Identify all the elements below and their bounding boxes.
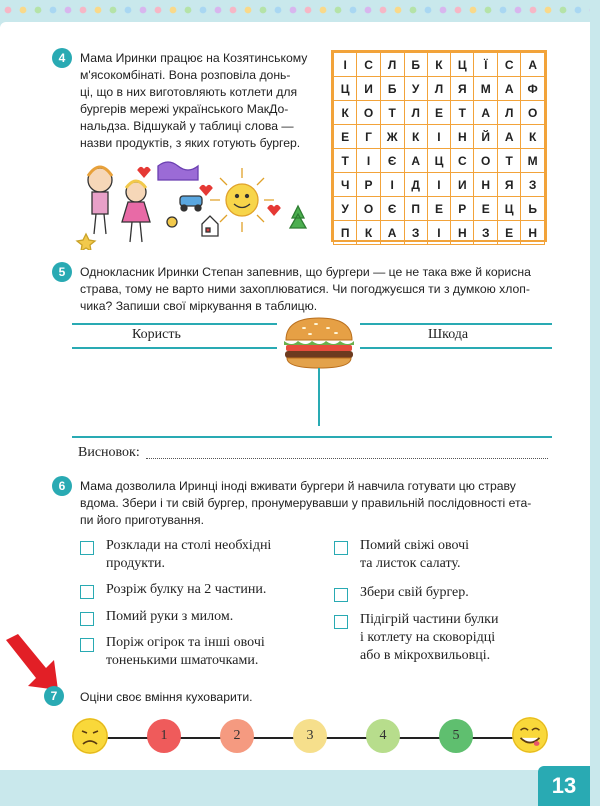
grid-letter-cell[interactable]: О	[357, 197, 380, 221]
decorative-dot	[35, 7, 42, 14]
grid-letter-cell[interactable]: Т	[380, 101, 404, 125]
grid-letter-cell[interactable]: І	[334, 53, 357, 77]
grid-letter-cell[interactable]: С	[451, 149, 474, 173]
grid-letter-cell[interactable]: Л	[380, 53, 404, 77]
grid-letter-cell[interactable]: Ц	[427, 149, 450, 173]
task-5-line: Однокласник Иринки Степан запевнив, що бургери — це не така вже й корисна	[80, 265, 531, 279]
grid-letter-cell[interactable]: Е	[427, 101, 450, 125]
rating-circle-2[interactable]: 2	[220, 719, 254, 753]
task-4-line: м'ясокомбінаті. Вона розповіла донь-	[80, 68, 291, 82]
step-checkbox[interactable]	[80, 612, 94, 626]
grid-row	[334, 149, 545, 173]
grid-letter-cell[interactable]: С	[357, 53, 380, 77]
task-4-line: назви продуктів, з яких готують бургер.	[80, 136, 301, 150]
grid-letter-cell[interactable]: Д	[404, 173, 427, 197]
grid-letter-cell[interactable]: Є	[380, 149, 404, 173]
step-line: та листок салату.	[360, 556, 461, 571]
step-checkbox[interactable]	[80, 541, 94, 555]
word-search-table	[333, 52, 545, 245]
decorative-dot	[80, 7, 87, 14]
grid-letter-cell[interactable]: Е	[427, 197, 450, 221]
task-4-line: ці, що в них виготовляють котлети для	[80, 85, 298, 99]
decorative-dot	[455, 7, 462, 14]
grid-row	[334, 125, 545, 149]
step-line: Розклади на столі необхідні	[106, 538, 272, 553]
grid-letter-cell[interactable]: Н	[451, 125, 474, 149]
decorative-dot	[365, 7, 372, 14]
conclusion-label: Висновок:	[78, 445, 140, 460]
word-search-grid	[331, 50, 547, 242]
step-right-2: Збери свій бургер.	[360, 585, 469, 600]
grid-letter-cell[interactable]: З	[521, 173, 545, 197]
grid-letter-cell[interactable]: З	[474, 221, 498, 245]
grid-letter-cell[interactable]: Ї	[474, 53, 498, 77]
step-line: Поріж огірок та інші овочі	[106, 635, 265, 650]
rating-circle-5[interactable]: 5	[439, 719, 473, 753]
grid-letter-cell[interactable]: Ц	[451, 53, 474, 77]
grid-letter-cell[interactable]: А	[380, 221, 404, 245]
grid-row	[334, 53, 545, 77]
decorative-dot	[200, 7, 207, 14]
grid-letter-cell[interactable]: Я	[451, 77, 474, 101]
grid-letter-cell[interactable]: Т	[451, 101, 474, 125]
decorative-dot	[245, 7, 252, 14]
decorative-dot	[410, 7, 417, 14]
task-7-number: 7	[44, 686, 64, 706]
grid-letter-cell[interactable]: Е	[334, 125, 357, 149]
decorative-dot	[470, 7, 477, 14]
grid-letter-cell[interactable]: Л	[404, 101, 427, 125]
grid-row	[334, 173, 545, 197]
step-checkbox[interactable]	[334, 588, 348, 602]
step-checkbox[interactable]	[80, 638, 94, 652]
decorative-dot	[290, 7, 297, 14]
step-line: Підігрій частини булки	[360, 612, 499, 627]
grid-letter-cell[interactable]: Г	[357, 125, 380, 149]
grid-letter-cell[interactable]: К	[521, 125, 545, 149]
grid-letter-cell[interactable]: О	[474, 149, 498, 173]
grid-letter-cell[interactable]: О	[357, 101, 380, 125]
column-header-benefit: Користь	[132, 327, 181, 342]
task-6-line: Мама дозволила Иринці іноді вживати бургери й навчила готувати цю страву	[80, 479, 516, 493]
step-line: продукти.	[106, 556, 165, 571]
step-left-1	[106, 537, 271, 573]
top-decorative-band	[0, 0, 600, 30]
decorative-dot	[215, 7, 222, 14]
grid-letter-cell[interactable]: Е	[474, 197, 498, 221]
grid-row	[334, 101, 545, 125]
grid-letter-cell[interactable]: Ф	[521, 77, 545, 101]
step-left-2: Розріж булку на 2 частини.	[106, 582, 267, 597]
conclusion-answer-line[interactable]	[146, 458, 548, 459]
grid-letter-cell[interactable]: Ц	[498, 197, 521, 221]
grid-letter-cell[interactable]: Ь	[521, 197, 545, 221]
table-header-line-right	[360, 347, 552, 349]
step-checkbox[interactable]	[334, 615, 348, 629]
decorative-dot	[170, 7, 177, 14]
decorative-dot	[440, 7, 447, 14]
task-5-text	[80, 264, 560, 315]
decorative-dot	[185, 7, 192, 14]
decorative-dot	[5, 7, 12, 14]
decorative-dot	[380, 7, 387, 14]
step-line: або в мікрохвильовці.	[360, 648, 491, 663]
step-line: тоненькими шматочками.	[106, 653, 259, 668]
grid-letter-cell[interactable]: О	[521, 101, 545, 125]
grid-letter-cell[interactable]: Т	[498, 149, 521, 173]
grid-letter-cell[interactable]: Б	[404, 53, 427, 77]
decorative-dot	[560, 7, 567, 14]
task-7-text: Оціни своє вміння куховарити.	[80, 690, 253, 704]
grid-letter-cell[interactable]: К	[427, 53, 450, 77]
grid-letter-cell[interactable]: С	[498, 53, 521, 77]
decorative-dot	[140, 7, 147, 14]
task-5-line: страва, тому не варто ними захоплюватися. Чи погоджуєшся ти з думкою хлоп-	[80, 282, 530, 296]
grid-letter-cell[interactable]: Т	[334, 149, 357, 173]
decorative-dot	[65, 7, 72, 14]
page-number: 13	[538, 766, 590, 806]
grid-letter-cell[interactable]: Н	[451, 221, 474, 245]
decorative-dot	[350, 7, 357, 14]
step-line: і котлету на сковорідці	[360, 630, 496, 645]
task-5-number: 5	[52, 262, 72, 282]
children-drawing-illustration	[72, 158, 312, 250]
decorative-dot	[485, 7, 492, 14]
grid-letter-cell[interactable]: К	[357, 221, 380, 245]
grid-letter-cell[interactable]: У	[404, 77, 427, 101]
grid-letter-cell[interactable]: Ц	[334, 77, 357, 101]
grid-letter-cell[interactable]: Е	[498, 221, 521, 245]
decorative-dot	[395, 7, 402, 14]
column-header-harm: Шкода	[428, 327, 469, 342]
rating-circle-4[interactable]: 4	[366, 719, 400, 753]
step-right-1	[360, 537, 469, 573]
grid-letter-cell[interactable]: А	[474, 101, 498, 125]
grid-row	[334, 77, 545, 101]
grid-letter-cell[interactable]: А	[404, 149, 427, 173]
decorative-dot	[110, 7, 117, 14]
grid-letter-cell[interactable]: Я	[498, 173, 521, 197]
grid-letter-cell[interactable]: К	[334, 101, 357, 125]
grid-row	[334, 221, 545, 245]
step-left-4	[106, 634, 265, 670]
task-4-text	[80, 50, 330, 152]
step-right-3	[360, 611, 498, 665]
decorative-dot	[230, 7, 237, 14]
grid-letter-cell[interactable]: Б	[380, 77, 404, 101]
grid-letter-cell[interactable]: Р	[451, 197, 474, 221]
grid-letter-cell[interactable]: Н	[521, 221, 545, 245]
side-decorative-band	[590, 0, 600, 806]
task-4-number: 4	[52, 48, 72, 68]
burger-icon	[280, 314, 358, 370]
decorative-dot	[335, 7, 342, 14]
step-left-3: Помий руки з милом.	[106, 609, 234, 624]
grid-letter-cell[interactable]: М	[474, 77, 498, 101]
grid-letter-cell[interactable]: Н	[474, 173, 498, 197]
table-top-line-left	[72, 323, 277, 325]
task-4-line: бургерів мережі українського МакДо-	[80, 102, 289, 116]
decorative-dot	[275, 7, 282, 14]
grid-letter-cell[interactable]: И	[357, 77, 380, 101]
table-header-line-left	[72, 347, 277, 349]
rating-circle-3[interactable]: 3	[293, 719, 327, 753]
grid-letter-cell[interactable]: И	[451, 173, 474, 197]
grid-row	[334, 197, 545, 221]
grid-letter-cell[interactable]: Л	[427, 77, 450, 101]
table-top-line-right	[360, 323, 552, 325]
task-6-line: пи його приготування.	[80, 513, 204, 527]
decorative-dot	[500, 7, 507, 14]
grid-letter-cell[interactable]: Є	[380, 197, 404, 221]
grid-letter-cell[interactable]: М	[521, 149, 545, 173]
task-6-text	[80, 478, 560, 529]
grid-letter-cell[interactable]: Ж	[380, 125, 404, 149]
grid-letter-cell[interactable]: І	[427, 125, 450, 149]
sad-face-icon[interactable]	[72, 718, 108, 754]
decorative-dot	[425, 7, 432, 14]
decorative-dot	[260, 7, 267, 14]
decorative-dot	[95, 7, 102, 14]
decorative-dot	[320, 7, 327, 14]
decorative-dot	[530, 7, 537, 14]
grid-letter-cell[interactable]: Р	[357, 173, 380, 197]
decorative-dot	[20, 7, 27, 14]
decorative-dot	[50, 7, 57, 14]
grid-letter-cell[interactable]: К	[404, 125, 427, 149]
grid-letter-cell[interactable]: П	[334, 221, 357, 245]
grid-letter-cell[interactable]: Ч	[334, 173, 357, 197]
grid-letter-cell[interactable]: І	[357, 149, 380, 173]
table-bottom-line	[72, 436, 552, 438]
grid-letter-cell[interactable]: Й	[474, 125, 498, 149]
grid-letter-cell[interactable]: А	[498, 77, 521, 101]
red-arrow-icon	[0, 634, 64, 694]
decorative-dot	[305, 7, 312, 14]
step-checkbox[interactable]	[80, 585, 94, 599]
decorative-dot	[125, 7, 132, 14]
decorative-dot	[545, 7, 552, 14]
grid-letter-cell[interactable]: П	[404, 197, 427, 221]
grid-letter-cell[interactable]: А	[498, 125, 521, 149]
decorative-dot	[515, 7, 522, 14]
task-4-line: нальдза. Відшукай у таблиці слова —	[80, 119, 294, 133]
decorative-dot	[155, 7, 162, 14]
task-4-line: Мама Иринки працює на Козятинському	[80, 51, 308, 65]
table-vertical-divider	[318, 368, 320, 426]
task-6-line: вдома. Збери і ти свій бургер, пронумерувавши у правильній послідовності ета-	[80, 496, 532, 510]
bottom-decorative-band	[0, 770, 600, 806]
grid-letter-cell[interactable]: З	[404, 221, 427, 245]
step-checkbox[interactable]	[334, 541, 348, 555]
task-6-number: 6	[52, 476, 72, 496]
happy-face-icon[interactable]	[512, 717, 548, 753]
decorative-dot	[575, 7, 582, 14]
grid-letter-cell[interactable]: І	[380, 173, 404, 197]
grid-letter-cell[interactable]: І	[427, 173, 450, 197]
rating-circle-1[interactable]: 1	[147, 719, 181, 753]
grid-letter-cell[interactable]: А	[521, 53, 545, 77]
grid-letter-cell[interactable]: І	[427, 221, 450, 245]
step-line: Помий свіжі овочі	[360, 538, 470, 553]
grid-letter-cell[interactable]: У	[334, 197, 357, 221]
task-5-line: чика? Запиши свої міркування в таблицю.	[80, 299, 318, 313]
grid-letter-cell[interactable]: Л	[498, 101, 521, 125]
